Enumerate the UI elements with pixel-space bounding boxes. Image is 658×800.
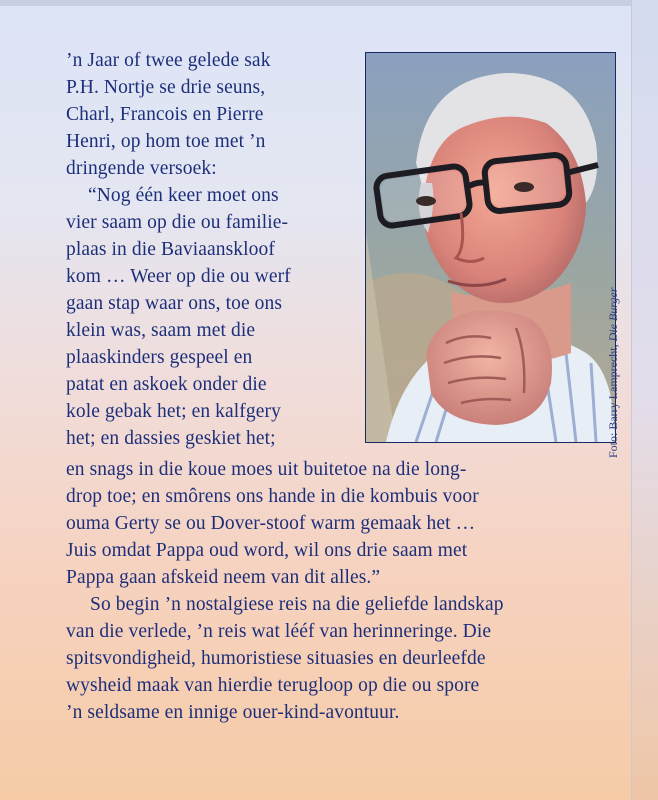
text-line-21: So begin ’n nostalgiese reis na die geliefde landskap — [90, 594, 504, 615]
text-line-2: P.H. Nortje se drie seuns, — [66, 77, 266, 98]
text-line-3: Charl, Francois en Pierre — [66, 104, 264, 125]
author-portrait-photo — [365, 52, 616, 443]
text-line-11: klein was, saam met die — [66, 320, 256, 341]
text-line-1: ’n Jaar of twee gelede sak — [66, 50, 271, 71]
text-line-15: het; en dassies geskiet het; — [66, 428, 276, 449]
text-line-24: wysheid maak van hierdie terugloop op die ou spore — [66, 675, 480, 696]
text-line-9: kom … Weer op die ou werf — [66, 266, 291, 287]
text-line-18: ouma Gerty se ou Dover-stoof warm gemaak het … — [66, 513, 476, 534]
text-line-25: ’n seldsame en innige ouer-kind-avontuur. — [66, 702, 400, 723]
text-line-20: Pappa gaan afskeid neem van dit alles.” — [66, 567, 381, 588]
text-line-19: Juis omdat Pappa oud word, wil ons drie saam met — [66, 540, 468, 561]
page-top-edge — [0, 0, 658, 6]
photo-credit-source: Die Burger — [606, 287, 620, 342]
text-line-23: spitsvondigheid, humoristiese situasies en deurleefde — [66, 648, 486, 669]
book-spine-edge — [631, 0, 658, 800]
photo-credit-prefix: Foto: Barry Lamprecht, — [606, 341, 620, 458]
text-line-13: patat en askoek onder die — [66, 374, 267, 395]
author-portrait-illustration — [366, 53, 615, 442]
text-line-6: “Nog één keer moet ons — [88, 185, 279, 206]
photo-credit — [606, 248, 621, 458]
text-line-5: dringende versoek: — [66, 158, 217, 179]
text-line-14: kole gebak het; en kalfgery — [66, 401, 281, 422]
text-line-7: vier saam op die ou familie- — [66, 212, 289, 233]
text-line-22: van die verlede, ’n reis wat lééf van herinneringe. Die — [66, 621, 492, 642]
text-line-4: Henri, op hom toe met ’n — [66, 131, 266, 152]
text-line-16: en snags in die koue moes uit buitetoe na die long- — [66, 459, 467, 480]
text-line-12: plaaskinders gespeel en — [66, 347, 253, 368]
text-line-10: gaan stap waar ons, toe ons — [66, 293, 283, 314]
text-line-8: plaas in die Baviaanskloof — [66, 239, 275, 260]
text-line-17: drop toe; en smôrens ons hande in die kombuis voor — [66, 486, 479, 507]
